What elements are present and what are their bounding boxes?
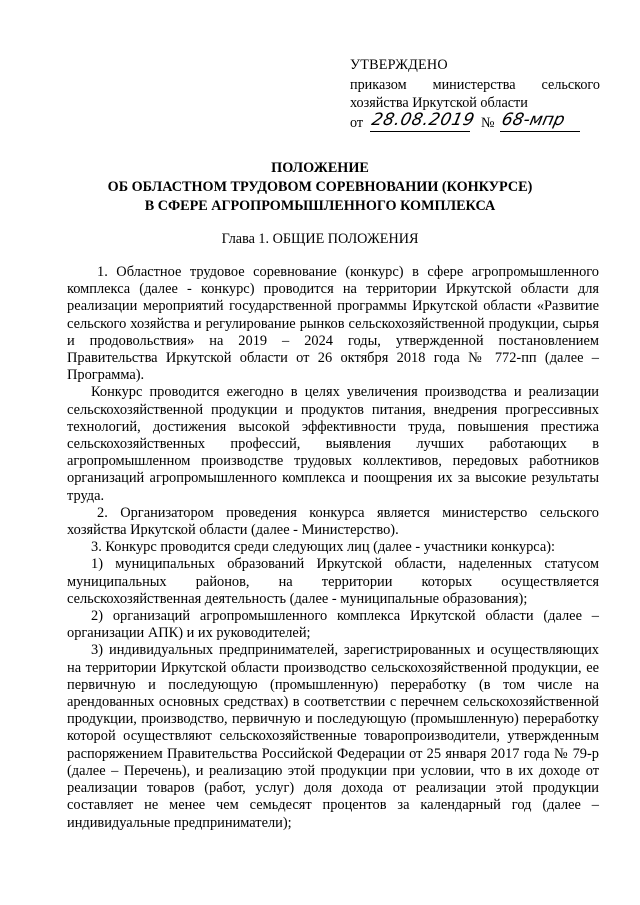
chapter-heading: Глава 1. ОБЩИЕ ПОЛОЖЕНИЯ xyxy=(221,231,419,247)
paragraph-7: 3) индивидуальных предпринимателей, зарегистрированных и осуществляющих на территории Иркутской области производство сельскохозяйственной продукции, ее первичную и последующую (промышленную) переработку (в том числе на арендованных основных средствах) в соответствии с перечнем сельскохозяйственной продукции, производство, первичную и последующую (промышленную) переработку которой осуществляют сельскохозяйственные товаропроизводители, утвержденным распоряжением Правительства Российской Федерации от 25 января 2017 года № 79-р (далее – Перечень), и реализацию этой продукции при условии, что в их доходе от реализации товаров (работ, услуг) доля дохода от реализации этой продукции составляет не менее чем семьдесят процентов за календарный год (далее – индивидуальные предприниматели); xyxy=(67,642,599,831)
approval-block xyxy=(350,56,600,134)
paragraph-2: Конкурс проводится ежегодно в целях увеличения производства и реализации сельскохозяйственной продукции и продуктов питания, внедрения прогрессивных технологий, достижения высокой эффективности труда, повышения престижа сельскохозяйственных профессий, выявления лучших работающих в агропромышленном производстве трудовых коллективов, передовых работников организаций агропромышленного комплекса и поощрения их за высокие результаты труда. xyxy=(67,384,599,504)
number-sign: № xyxy=(481,115,495,131)
handwritten-number: 68-мпр xyxy=(499,110,567,130)
document-title xyxy=(60,159,580,216)
paragraph-6: 2) организаций агропромышленного комплекса Иркутской области (далее – организации АПК) и их руководителей; xyxy=(67,608,599,642)
handwritten-date: 28.08.2019 xyxy=(369,110,477,130)
paragraph-4: 3. Конкурс проводится среди следующих лиц (далее - участники конкурса): xyxy=(91,539,556,556)
title-line-3: В СФЕРЕ АГРОПРОМЫШЛЕННОГО КОМПЛЕКСА xyxy=(144,198,496,214)
approval-line-2: хозяйства Иркутской области xyxy=(350,95,528,111)
title-line-2: ОБ ОБЛАСТНОМ ТРУДОВОМ СОРЕВНОВАНИИ (КОНКУРСЕ) xyxy=(107,179,533,195)
date-underline xyxy=(370,131,470,132)
paragraph-3: 2. Организатором проведения конкурса является министерство сельского хозяйства Иркутской области (далее - Министерство). xyxy=(67,504,599,539)
paragraph-5: 1) муниципальных образований Иркутской области, наделенных статусом муниципальных районов, на территории которых осуществляется сельскохозяйственная деятельность (далее - муниципальные образования); xyxy=(67,556,599,607)
title-line-1: ПОЛОЖЕНИЕ xyxy=(271,160,369,176)
date-prefix: от xyxy=(350,115,364,131)
approval-date-line xyxy=(350,112,600,134)
document-body xyxy=(67,264,599,832)
number-underline xyxy=(500,131,580,132)
approval-line-1: приказом министерства сельского xyxy=(350,77,600,93)
paragraph-1: 1. Областное трудовое соревнование (конкурс) в сфере агропромышленного комплекса (далее - конкурс) проводится на территории Иркутской области для реализации мероприятий государственной программы Иркутской области «Развитие сельского хозяйства и регулирование рынков сельскохозяйственной продукции, сырья и продовольствия» на 2019 – 2024 годы, утвержденной постановлением Правительства Иркутской области от 26 октября 2018 года № 772-пп (далее – Программа). xyxy=(67,264,599,384)
approval-title: УТВЕРЖДЕНО xyxy=(350,57,448,73)
